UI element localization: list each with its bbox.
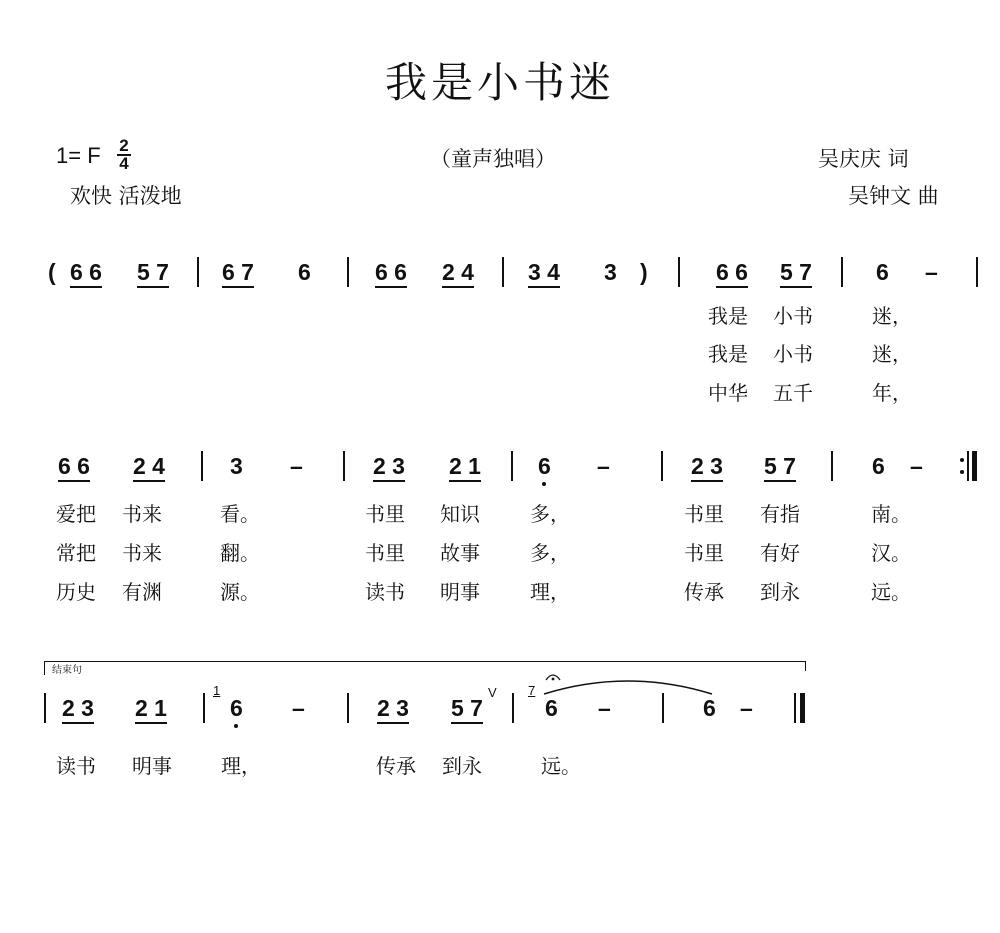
low-octave-dot — [234, 724, 238, 728]
barline — [831, 451, 833, 481]
lyric: 多， — [530, 502, 570, 526]
lyric: 远。 — [871, 580, 911, 604]
lyric: 多， — [530, 541, 570, 565]
barline — [502, 257, 504, 287]
fermata-icon — [545, 670, 561, 682]
key-signature: 1= F — [56, 143, 101, 168]
ending-label: 结束句 — [52, 665, 82, 676]
extension-dash: – — [740, 695, 753, 721]
note-group: 2 3 — [377, 695, 409, 724]
lyric: 有渊 — [122, 580, 162, 604]
note-group: 2 3 — [691, 453, 723, 482]
lyric: 迷， — [872, 304, 912, 328]
lyric: 理， — [221, 754, 261, 778]
extension-dash: – — [598, 695, 611, 721]
time-numerator: 2 — [117, 138, 131, 156]
lyric: 有好 — [760, 541, 800, 565]
lyric: 远。 — [541, 754, 581, 778]
barline — [197, 257, 199, 287]
lyric: 爱把 — [56, 502, 96, 526]
barline — [661, 451, 663, 481]
tie-arc — [540, 674, 716, 696]
note-group: 2 1 — [135, 695, 167, 724]
lyric: 我是 — [708, 342, 748, 366]
lyric: 南。 — [871, 502, 911, 526]
barline — [678, 257, 680, 287]
note-group: 5 7 — [451, 695, 483, 724]
lyric: 明事 — [440, 580, 480, 604]
barline — [44, 693, 46, 723]
lyric: 读书 — [365, 580, 405, 604]
extension-dash: – — [290, 453, 303, 479]
barline — [512, 693, 514, 723]
grace-note: 1 — [213, 683, 221, 698]
lyric: 书里 — [684, 541, 724, 565]
performance-note: （童声独唱） — [430, 147, 556, 171]
lyric: 五千 — [773, 381, 813, 405]
note-group: 2 3 — [62, 695, 94, 724]
final-barline-thin — [794, 693, 796, 723]
note-group: 6 7 — [222, 259, 254, 288]
lyric: 明事 — [132, 754, 172, 778]
note-group: 5 7 — [764, 453, 796, 482]
note-group: 5 7 — [137, 259, 169, 288]
breath-mark: V — [488, 685, 497, 700]
lyric: 书里 — [684, 502, 724, 526]
repeat-dot — [960, 458, 964, 462]
ending-bracket-line — [44, 661, 806, 662]
song-title: 我是小书迷 — [384, 58, 615, 107]
note: 6 — [876, 259, 889, 285]
lyric: 知识 — [440, 502, 480, 526]
note-group: 5 7 — [780, 259, 812, 288]
lyric: 书来 — [122, 502, 162, 526]
note: 6 — [703, 695, 716, 721]
barline — [841, 257, 843, 287]
barline — [976, 257, 978, 287]
lyric: 我是 — [708, 304, 748, 328]
note-group: 2 4 — [133, 453, 165, 482]
note-group: 3 4 — [528, 259, 560, 288]
note: 6 — [872, 453, 885, 479]
lyric: 有指 — [760, 502, 800, 526]
lyric: 年， — [872, 381, 912, 405]
barline — [511, 451, 513, 481]
intro-open-paren: ( — [48, 259, 56, 285]
extension-dash: – — [597, 453, 610, 479]
note-group: 6 6 — [70, 259, 102, 288]
extension-dash: – — [910, 453, 923, 479]
lyricist-credit: 吴庆庆 词 — [818, 147, 909, 171]
lyric: 常把 — [56, 541, 96, 565]
barline — [662, 693, 664, 723]
lyric: 小书 — [773, 304, 813, 328]
note-group: 2 3 — [373, 453, 405, 482]
barline — [347, 693, 349, 723]
lyric: 到永 — [442, 754, 482, 778]
grace-note: 7 — [528, 683, 536, 698]
lyric: 翻。 — [220, 541, 260, 565]
tempo-marking: 欢快 活泼地 — [70, 184, 182, 208]
barline — [203, 693, 205, 723]
lyric: 传承 — [684, 580, 724, 604]
repeat-barline-thick — [972, 451, 977, 481]
note-group: 6 6 — [716, 259, 748, 288]
note: 6 — [545, 695, 558, 721]
lyric: 书里 — [365, 502, 405, 526]
time-denominator: 4 — [119, 154, 129, 173]
lyric: 中华 — [708, 381, 748, 405]
repeat-dot — [960, 470, 964, 474]
ending-bracket-left-tick — [44, 661, 45, 675]
note: 3 — [604, 259, 617, 285]
note-group: 2 1 — [449, 453, 481, 482]
barline — [347, 257, 349, 287]
note: 3 — [230, 453, 243, 479]
intro-close-paren: ) — [640, 259, 648, 285]
ending-bracket-right-tick — [805, 661, 806, 671]
lyric: 迷， — [872, 342, 912, 366]
time-signature — [117, 138, 131, 172]
lyric: 书来 — [122, 541, 162, 565]
repeat-barline-thin — [967, 451, 969, 481]
lyric: 读书 — [56, 754, 96, 778]
lyric: 看。 — [220, 502, 260, 526]
extension-dash: – — [925, 259, 938, 285]
lyric: 源。 — [220, 580, 260, 604]
lyric: 汉。 — [871, 541, 911, 565]
lyric: 历史 — [56, 580, 96, 604]
note-low-octave: 6 — [230, 695, 243, 721]
final-barline-thick — [800, 693, 805, 723]
composer-credit: 吴钟文 曲 — [848, 184, 939, 208]
lyric: 小书 — [773, 342, 813, 366]
note-low-octave: 6 — [538, 453, 551, 479]
lyric: 书里 — [365, 541, 405, 565]
extension-dash: – — [292, 695, 305, 721]
lyric: 故事 — [440, 541, 480, 565]
barline — [201, 451, 203, 481]
note-group: 6 6 — [58, 453, 90, 482]
lyric: 到永 — [760, 580, 800, 604]
note: 6 — [298, 259, 311, 285]
note-group: 6 6 — [375, 259, 407, 288]
lyric: 传承 — [376, 754, 416, 778]
barline — [343, 451, 345, 481]
note-group: 2 4 — [442, 259, 474, 288]
lyric: 理， — [530, 580, 570, 604]
low-octave-dot — [542, 482, 546, 486]
